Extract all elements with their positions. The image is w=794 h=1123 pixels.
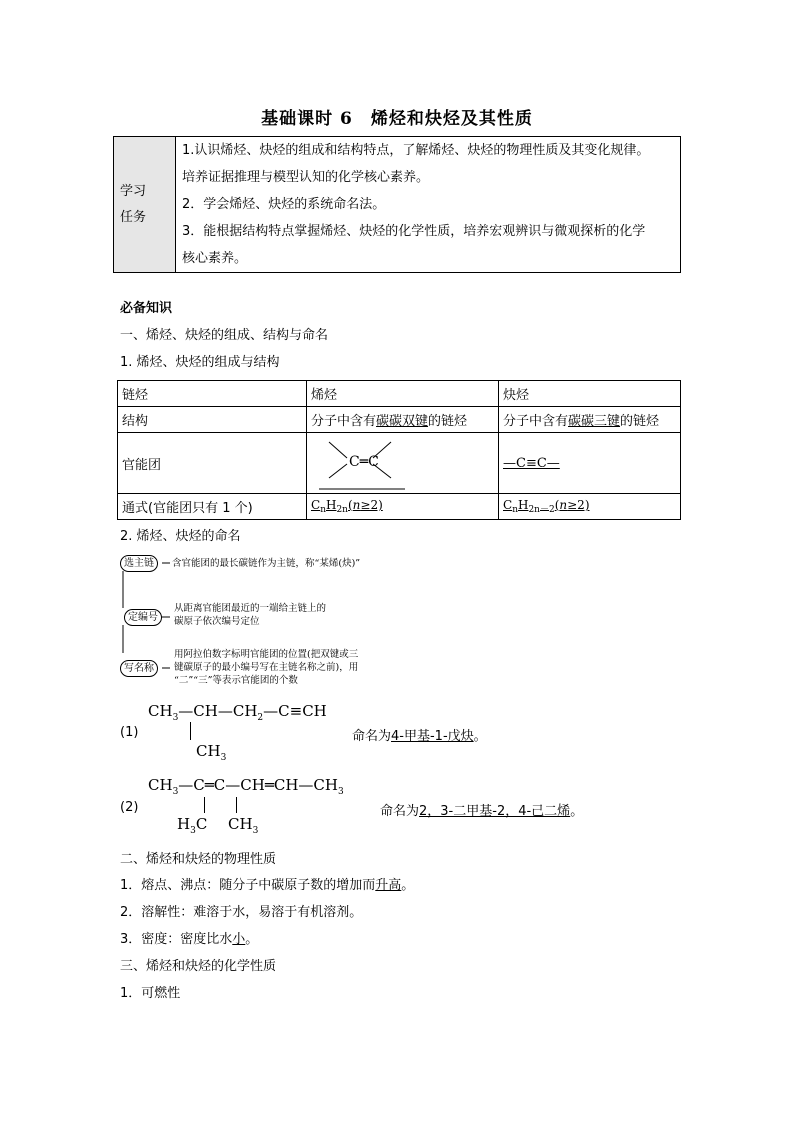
step1-description: 含官能团的最长碳链作为主链，称“某烯(炔)” xyxy=(172,558,361,569)
step-select-main-chain: 选主链 xyxy=(120,555,158,572)
section-3-heading: 三、烯烃和炔烃的化学性质 xyxy=(120,959,277,974)
example-2-branch-2: $CH_3$ xyxy=(228,815,259,836)
step2-description-1: 从距离官能团最近的一端给主链上的 xyxy=(174,603,327,614)
step3-description-2: 键碳原子的最小编号写在主链名称之前)，用 xyxy=(174,662,359,673)
physical-property-3: 3．密度：密度比水小。 xyxy=(120,932,259,947)
alkene-structure: 分子中含有碳碳双键的链烃 xyxy=(307,407,499,433)
example-2-main-chain: $CH_3—C═C—CH═CH—CH_3$ xyxy=(148,776,344,797)
table-header-alkene: 烯烃 xyxy=(307,381,499,407)
alkene-general-formula: $C_nH_{2n}(n\ge 2)$ xyxy=(307,494,499,520)
step2-description-2: 碳原子依次编号定位 xyxy=(174,616,260,627)
alkyne-structure: 分子中含有碳碳三键的链烃 xyxy=(499,407,681,433)
section-1-heading: 一、烯烃、炔烃的组成、结构与命名 xyxy=(120,328,329,343)
task-item-2: 2．学会烯烃、炔烃的系统命名法。 xyxy=(182,197,386,212)
alkyne-functional-group: —C≡C— xyxy=(499,433,681,494)
example-2-branch-1: $H_3C$ xyxy=(177,815,208,836)
task-label-line2: 任务 xyxy=(120,209,147,225)
example-2-branch-bond-1 xyxy=(204,797,205,813)
example-2-answer: 命名为2，3-二甲基-2，4-己二烯。 xyxy=(380,804,584,819)
task-item-1a: 1.认识烯烃、炔烃的组成和结构特点，了解烯烃、炔烃的物理性质及其变化规律。 xyxy=(182,143,650,158)
example-1-number: (1) xyxy=(120,725,139,740)
example-1-branch-bond xyxy=(190,722,191,740)
learning-task-table xyxy=(113,136,681,273)
physical-property-2: 2．溶解性：难溶于水，易溶于有机溶剂。 xyxy=(120,905,363,920)
row-structure-label: 结构 xyxy=(118,407,307,433)
table-header-chain: 链烃 xyxy=(118,381,307,407)
example-2-number: (2) xyxy=(120,800,139,815)
step-write-name: 写名称 xyxy=(120,660,158,677)
physical-property-1: 1．熔点、沸点：随分子中碳原子数的增加而升高。 xyxy=(120,878,415,893)
double-bond-diagram xyxy=(311,434,491,492)
task-label xyxy=(114,137,176,273)
alkene-functional-group xyxy=(307,433,499,494)
task-item-3b: 核心素养。 xyxy=(182,251,248,266)
row-formula-label: 通式(官能团只有 1 个) xyxy=(118,494,307,520)
task-item-3a: 3．能根据结构特点掌握烯烃、炔烃的化学性质，培养宏观辨识与微观探析的化学 xyxy=(182,224,646,239)
task-item-1b: 培养证据推理与模型认知的化学核心素养。 xyxy=(182,170,430,185)
naming-flowchart xyxy=(118,553,408,693)
table-header-alkyne: 炔烃 xyxy=(499,381,681,407)
section-1-2-heading: 2. 烯烃、炔烃的命名 xyxy=(120,529,241,544)
step-numbering: 定编号 xyxy=(124,609,162,626)
step3-description-3: “二”“三”等表示官能团的个数 xyxy=(174,675,298,686)
example-1-branch: $CH_3$ xyxy=(196,742,227,763)
step3-description-1: 用阿拉伯数字标明官能团的位置(把双键或三 xyxy=(174,649,359,660)
section-3-1-heading: 1．可燃性 xyxy=(120,986,181,1001)
must-know-heading: 必备知识 xyxy=(120,301,173,316)
double-bond-formula: C═C xyxy=(349,454,379,470)
row-functional-group-label: 官能团 xyxy=(118,433,307,494)
example-1-answer: 命名为4-甲基-1-戊炔。 xyxy=(352,729,487,744)
composition-table xyxy=(117,380,681,520)
example-1-main-chain: $CH_3—CH—CH_2—C\equiv CH$ xyxy=(148,702,327,723)
section-1-1-heading: 1. 烯烃、炔烃的组成与结构 xyxy=(120,355,280,370)
task-body xyxy=(176,137,681,273)
alkyne-general-formula: $C_nH_{2n-2}(n\ge 2)$ xyxy=(499,494,681,520)
task-label-line1: 学习 xyxy=(120,183,147,199)
example-2-branch-bond-2 xyxy=(236,797,237,813)
page-title: 基础课时 6 烯烃和炔烃及其性质 xyxy=(261,109,533,129)
section-2-heading: 二、烯烃和炔烃的物理性质 xyxy=(120,852,277,867)
